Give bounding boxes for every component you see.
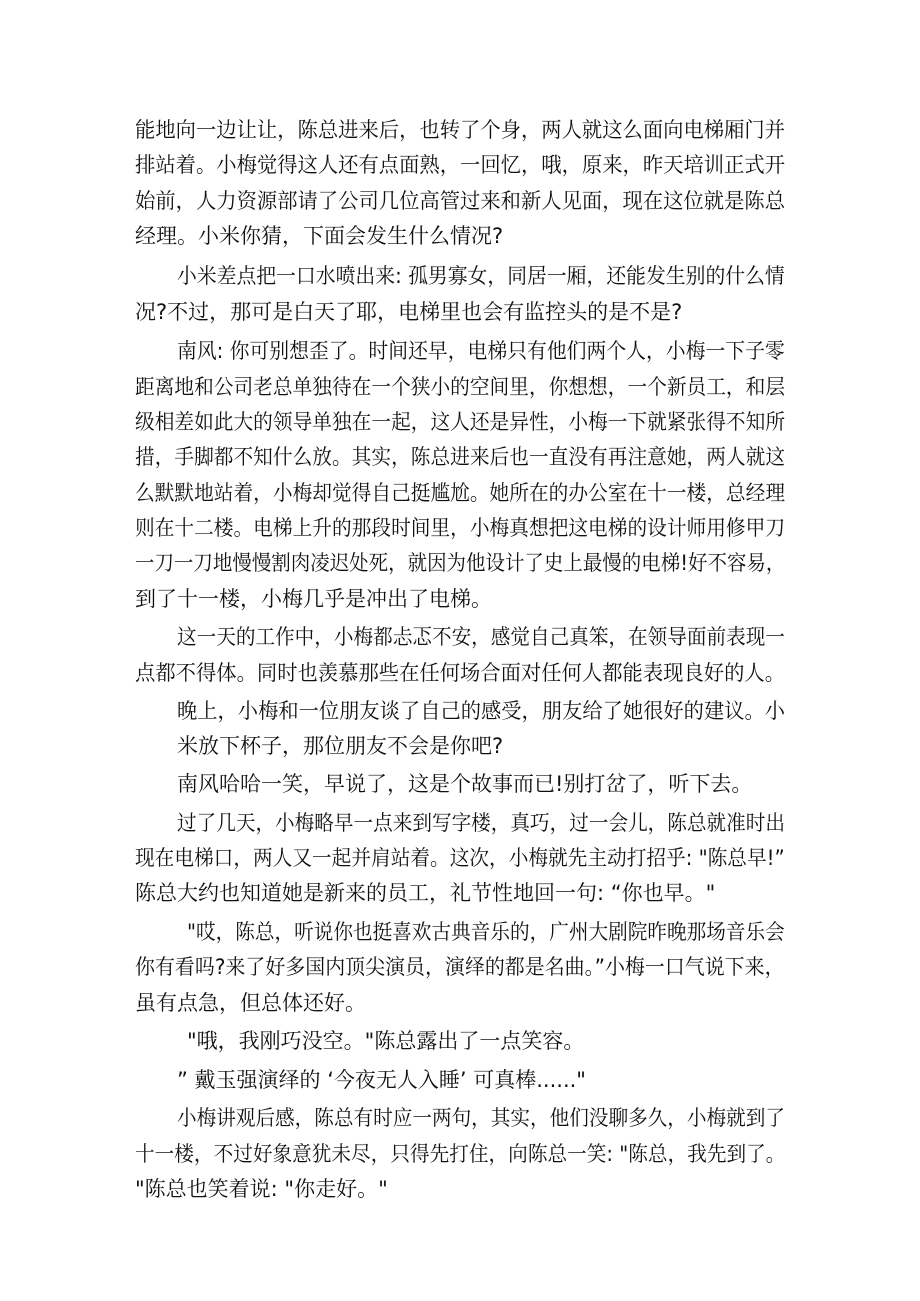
text-line: ” 戴玉强演绎的 ‘今夜无人入睡’ 可真棒......"	[177, 1068, 586, 1092]
text-line: 晚上，小梅和一位朋友谈了自己的感受，朋友给了她很好的建议。小	[177, 699, 786, 723]
text-line: 么默默地站着，小梅却觉得自己挺尴尬。她所在的办公室在十一楼，总经理	[135, 481, 786, 505]
text-line: 南风哈哈一笑，早说了，这是个故事而已!别打岔了，听下去。	[177, 772, 753, 796]
text-line: 始前，人力资源部请了公司几位高管过来和新人见面，现在这位就是陈总	[135, 189, 786, 213]
text-line: 排站着。小梅觉得这人还有点面熟，一回忆，哦，原来，昨天培训正式开	[135, 153, 786, 177]
text-line: 则在十二楼。电梯上升的那段时间里，小梅真想把这电梯的设计师用修甲刀	[135, 516, 786, 540]
text-line: 距离地和公司老总单独待在一个狭小的空间里，你想想，一个新员工，和层	[135, 375, 786, 399]
text-line: 级相差如此大的领导单独在一起，这人还是异性，小梅一下就紧张得不知所	[135, 410, 786, 434]
text-line: 一刀一刀地慢慢割肉凌迟处死，就因为他设计了史上最慢的电梯!好不容易，	[135, 551, 786, 575]
text-line: 措，手脚都不知什么放。其实，陈总进来后也一直没有再注意她，两人就这	[135, 445, 786, 469]
text-line: 陈总大约也知道她是新来的员工，礼节性地回一句: “你也早。"	[135, 881, 716, 905]
text-line: 小米差点把一口水喷出来: 孤男寡女，同居一厢，还能发生别的什么情	[177, 264, 785, 288]
text-line: 南风: 你可别想歪了。时间还早，电梯只有他们两个人，小梅一下子零	[177, 339, 785, 363]
text-line: 现在电梯口，两人又一起并肩站着。这次，小梅就先主动打招乎: "陈总早!”	[135, 846, 785, 870]
text-line: 这一天的工作中，小梅都忐忑不安，感觉自己真笨，在领导面前表现一	[177, 625, 785, 649]
text-line: 虽有点急，但总体还好。	[135, 991, 366, 1015]
text-line: 过了几天，小梅略早一点来到写字楼，真巧，过一会儿，陈总就准时出	[177, 811, 785, 835]
text-line: 经理。小米你猜，下面会发生什么情况?	[135, 224, 504, 248]
text-line: 况?不过，那可是白天了耶，电梯里也会有监控头的是不是?	[135, 300, 683, 324]
text-line: 米放下杯子，那位朋友不会是你吧?	[177, 734, 504, 758]
text-line: 十一楼，不过好象意犹未尽，只得先打住，向陈总一笑: "陈总，我先到了。	[135, 1142, 786, 1166]
text-line: 点都不得体。同时也羡慕那些在任何场合面对任何人都能表现良好的人。	[135, 661, 786, 685]
text-line: 到了十一楼，小梅几乎是冲出了电梯。	[135, 587, 492, 611]
text-line: "哎，陈总，听说你也挺喜欢古典音乐的，广州大剧院昨晚那场音乐会	[187, 920, 785, 944]
text-line: 小梅讲观后感，陈总有时应一两句，其实，他们没聊多久，小梅就到了	[177, 1106, 785, 1130]
text-line: 能地向一边让让，陈总进来后，也转了个身，两人就这么面向电梯厢门并	[135, 118, 786, 142]
text-line: 你有看吗?来了好多国内顶尖演员，演绎的都是名曲。”小梅一口气说下来，	[135, 955, 785, 979]
text-line: "哦，我刚巧没空。"陈总露出了一点笑容。	[187, 1029, 585, 1053]
text-line: "陈总也笑着说: "你走好。"	[135, 1177, 388, 1201]
